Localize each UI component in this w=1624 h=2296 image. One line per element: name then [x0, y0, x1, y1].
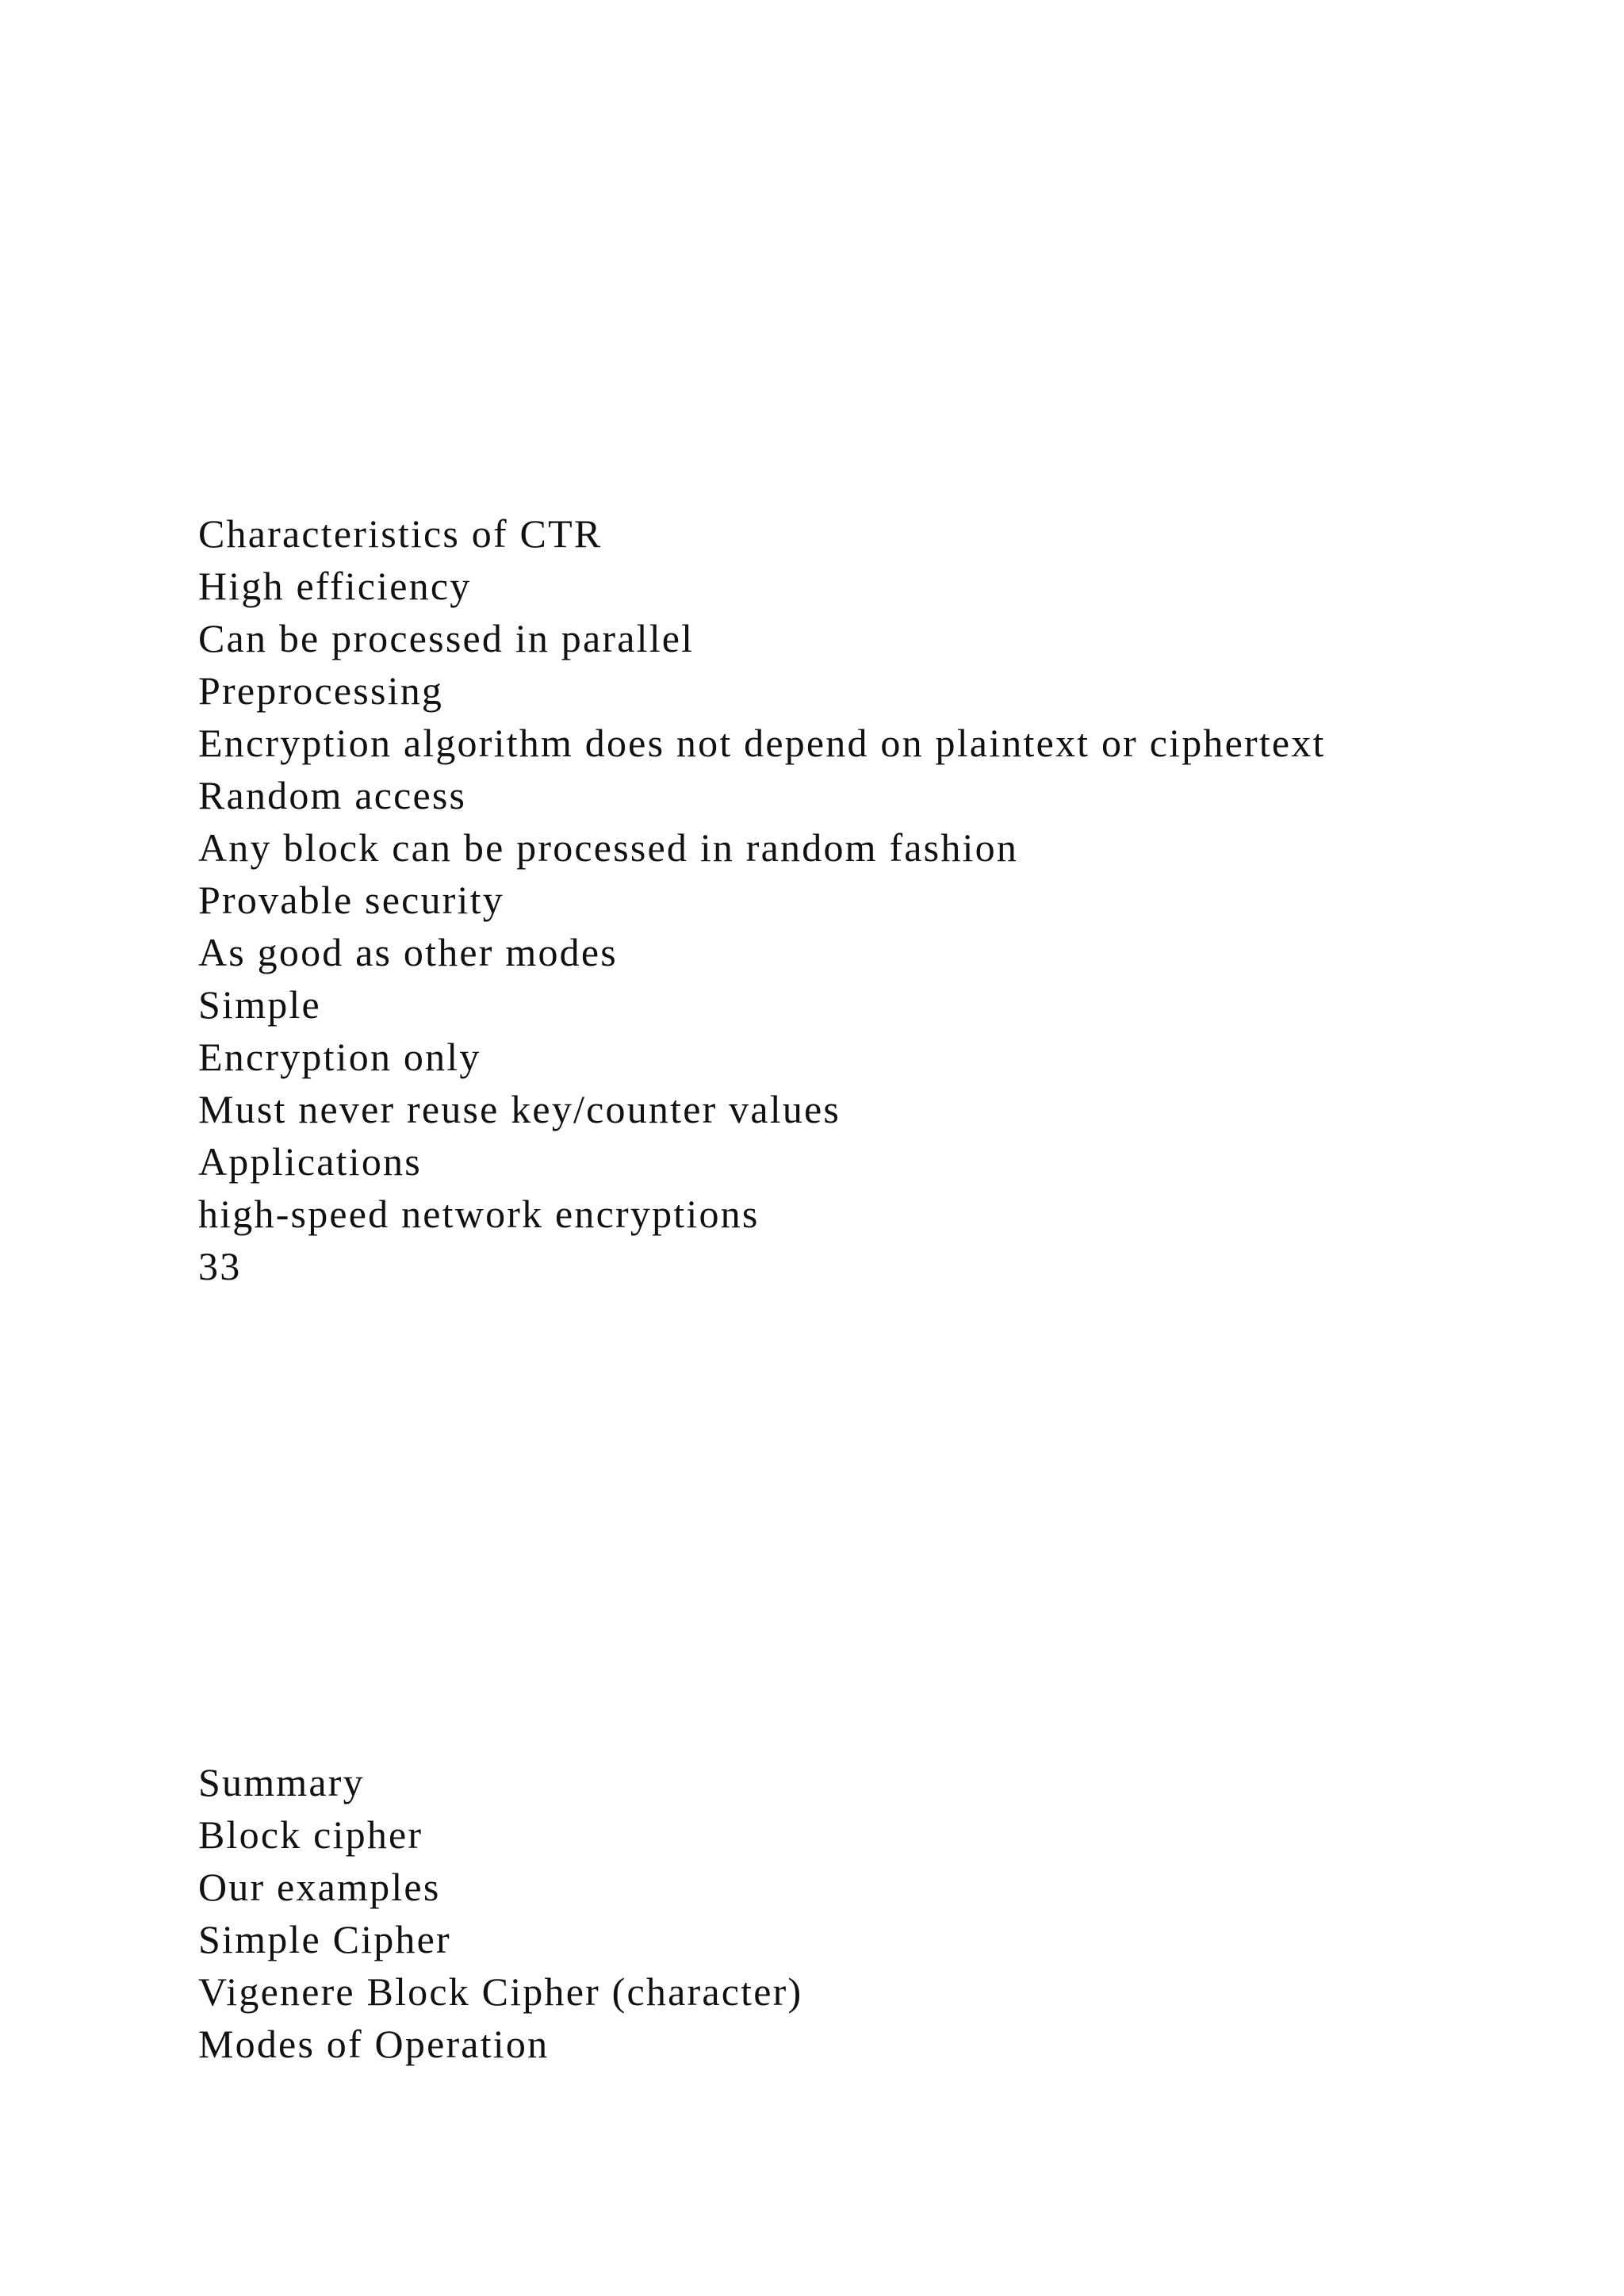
text-line: Any block can be processed in random fashion: [198, 825, 1019, 870]
text-line: Our examples: [198, 1865, 441, 1909]
text-line: Encryption only: [198, 1035, 481, 1079]
text-line: High efficiency: [198, 564, 472, 608]
text-line: Simple Cipher: [198, 1917, 451, 1961]
text-line: Provable security: [198, 878, 504, 922]
text-line: Preprocessing: [198, 668, 444, 713]
text-line: Simple: [198, 982, 321, 1027]
text-line: Can be processed in parallel: [198, 616, 695, 660]
text-line: Vigenere Block Cipher (character): [198, 1969, 803, 2014]
text-line: Encryption algorithm does not depend on plaintext or ciphertext: [198, 721, 1326, 765]
text-line: Block cipher: [198, 1812, 423, 1857]
text-line: Must never reuse key/counter values: [198, 1087, 841, 1131]
text-line: Modes of Operation: [198, 2022, 550, 2066]
section-title-summary: Summary: [198, 1760, 365, 1804]
ctr-characteristics-section: [198, 507, 1326, 1292]
section-title-ctr: Characteristics of CTR: [198, 511, 603, 556]
slide-number: 33: [198, 1244, 242, 1288]
summary-section: [198, 1756, 802, 2070]
text-line: high-speed network encryptions: [198, 1192, 760, 1236]
text-line: Applications: [198, 1139, 422, 1184]
text-line: Random access: [198, 773, 467, 817]
text-line: As good as other modes: [198, 930, 618, 974]
